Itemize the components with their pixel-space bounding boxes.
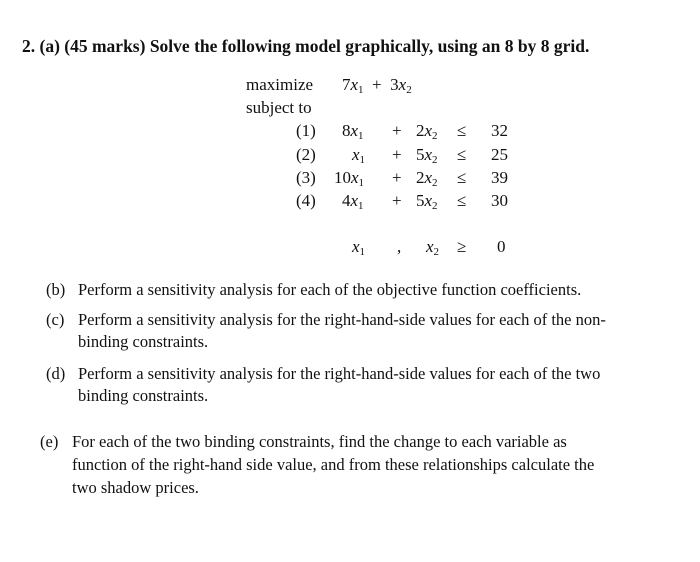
constraint-1-label: (1) [296, 121, 316, 140]
plus-sign: + [392, 145, 402, 164]
part-a-tag: (a) [39, 36, 60, 56]
part-e-line-1: For each of the two binding constraints, find the change to each variable as [72, 432, 567, 451]
part-e-line-2: function of the right-hand side value, and from these relationships calculate the [72, 455, 595, 474]
nonneg-comma: , [397, 237, 402, 256]
nonneg-x2: $x_2$ [426, 237, 440, 258]
part-d-line-1: Perform a sensitivity analysis for the right-hand-side values for each of the two [78, 364, 601, 383]
subject-to-label: subject to [246, 98, 312, 117]
plus-sign: + [392, 168, 402, 187]
part-c-line-1: Perform a sensitivity analysis for the right-hand-side values for each of the non- [78, 310, 606, 329]
constraint-2-rhs: 25 [491, 145, 508, 164]
constraint-3-x2: $2x_2$ [416, 168, 438, 189]
question-text: Solve the following model graphically, using an 8 by 8 grid. [149, 36, 590, 56]
constraint-4-label: (4) [296, 191, 316, 210]
constraint-2-rel: ≤ [457, 145, 467, 164]
constraint-3-rel: ≤ [457, 168, 467, 187]
part-e-line-3: two shadow prices. [72, 478, 199, 497]
constraint-1-rel: ≤ [457, 121, 467, 140]
constraint-2-lhs: $x_1$ [352, 145, 366, 166]
nonneg-rel: ≥ [457, 237, 467, 256]
maximize-label: maximize [246, 75, 314, 94]
constraint-3-label: (3) [296, 168, 316, 187]
question-number: 2. [22, 36, 36, 56]
constraint-2-label: (2) [296, 145, 316, 164]
constraint-3-lhs: $10x_1$ [334, 168, 365, 189]
plus-sign: + [392, 191, 402, 210]
part-b-tag: (b) [46, 280, 66, 299]
objective-function: $7x_1 + 3x_2$ [342, 75, 412, 96]
part-d-line-2: binding constraints. [78, 386, 209, 405]
nonneg-x1: $x_1$ [352, 237, 366, 258]
plus-sign: + [392, 121, 402, 140]
constraint-4-rhs: 30 [491, 191, 508, 210]
part-b-text: Perform a sensitivity analysis for each of the objective function coefficients. [78, 280, 582, 299]
constraint-2-x2: $5x_2$ [416, 145, 438, 166]
constraint-1-rhs: 32 [491, 121, 508, 140]
constraint-1-x2: $2x_2$ [416, 121, 438, 142]
part-c-line-2: binding constraints. [78, 332, 209, 351]
part-c-tag: (c) [46, 310, 65, 329]
marks-label: (45 marks) [64, 36, 146, 56]
constraint-4-lhs: $4x_1$ [342, 191, 364, 212]
question-header [22, 36, 589, 57]
constraint-4-rel: ≤ [457, 191, 467, 210]
part-e-tag: (e) [40, 432, 59, 451]
nonneg-rhs: 0 [497, 237, 506, 256]
constraint-4-x2: $5x_2$ [416, 191, 438, 212]
constraint-1-lhs: $8x_1$ [342, 121, 364, 142]
part-d-tag: (d) [46, 364, 66, 383]
constraint-3-rhs: 39 [491, 168, 508, 187]
